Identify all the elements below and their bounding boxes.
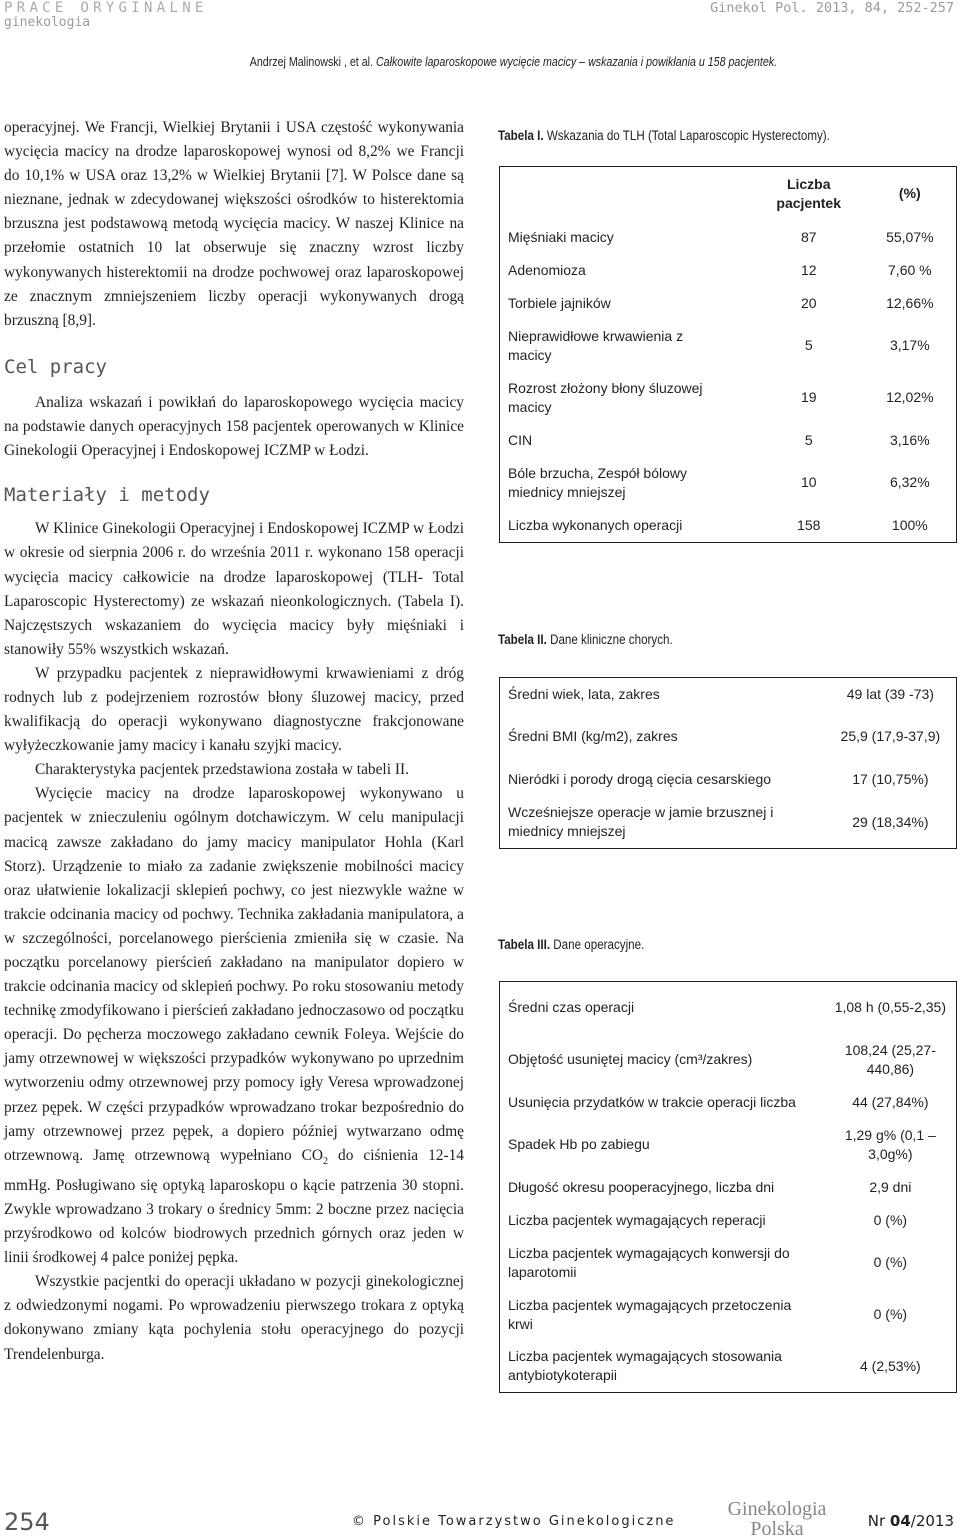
- table1-caption: [498, 128, 830, 143]
- table3-row-value: 1,29 g% (0,1 – 3,0g%): [844, 1126, 936, 1162]
- series-label: PRACE ORYGINALNE: [4, 0, 208, 16]
- issue-prefix: Nr: [867, 1512, 890, 1530]
- running-header-title: Całkowite laparoskopowe wycięcie macicy – wskazania i powikłania u 158 pacjentek.: [375, 54, 777, 69]
- table-row: [500, 1204, 957, 1237]
- table2-row-value: 49 lat (39 -73): [846, 685, 934, 702]
- table1-row-count: 12: [800, 261, 817, 278]
- table3-row-value: 0 (%): [873, 1211, 908, 1228]
- table3-row-value: 2,9 dni: [869, 1178, 912, 1195]
- table1-col-pct: (%): [898, 185, 921, 202]
- table3-row-label: Liczba pacjentek wymagających reperacji: [508, 1211, 766, 1228]
- table1-row-label: Bóle brzucha, Zespół bólowy miednicy mniejszej: [508, 464, 687, 500]
- table3-row-label: Długość okresu pooperacyjnego, liczba dni: [508, 1178, 775, 1195]
- table2-caption: [498, 632, 673, 647]
- table-row: [500, 1289, 957, 1341]
- table-row: [500, 457, 957, 509]
- table-row: [500, 1086, 957, 1119]
- table2-row-value: 25,9 (17,9-37,9): [840, 728, 941, 744]
- table2-row-label: Nieródki i porody drogą cięcia cesarskiego: [508, 771, 772, 787]
- table1-row-count: 10: [800, 474, 817, 490]
- table-row: [500, 1034, 957, 1086]
- table3-row-value: 4 (2,53%): [860, 1357, 921, 1374]
- table3-caption-label: Tabela III.: [498, 937, 551, 952]
- running-header-authors: Andrzej Malinowski , et al.: [249, 54, 373, 69]
- table3-row-value: 1,08 h (0,55-2,35): [834, 999, 946, 1016]
- table3-row-value: 44 (27,84%): [852, 1093, 929, 1110]
- table3-caption: [498, 937, 644, 952]
- table1-caption-text: Wskazania do TLH (Total Laparoscopic Hysterectomy).: [546, 128, 830, 143]
- logo-line1: Ginekologia: [727, 1498, 827, 1520]
- table1-row-count: 5: [804, 431, 813, 448]
- journal-logo: [716, 1498, 838, 1538]
- table1-row-pct: 100%: [891, 516, 928, 533]
- table3-row-value: 0 (%): [873, 1254, 908, 1270]
- table-row: [500, 287, 957, 320]
- table3: [499, 981, 957, 1393]
- methods-paragraph-3: Charakterystyka pacjentek przedstawiona została w tabeli II.: [35, 761, 409, 779]
- table1-row-pct: 3,16%: [889, 431, 930, 448]
- table-row: [500, 1171, 957, 1204]
- page-number: 254: [4, 1508, 50, 1536]
- table-row: [500, 320, 957, 372]
- table-row: [500, 797, 957, 849]
- table-row: [500, 1119, 957, 1171]
- table1-row-count: 20: [800, 294, 817, 311]
- table2-row-label: Wcześniejsze operacje w jamie brzusznej i miednicy mniejszej: [508, 804, 774, 840]
- table3-row-label: Usunięcia przydatków w trakcie operacji liczba: [508, 1093, 796, 1110]
- aim-paragraph: Analiza wskazań i powikłań do laparoskopowego wycięcia macicy na podstawie danych operacyjnych 158 pacjentek operowanych w Klinice Ginekologii Operacyjnej i Endoskopowej ICZMP w Łodzi.: [4, 393, 464, 460]
- heading-aim: Cel pracy: [4, 355, 107, 378]
- issue-year: /2013: [910, 1512, 954, 1530]
- table-row: [500, 221, 957, 254]
- table3-row-label: Objętość usuniętej macicy (cm³/zakres): [508, 1051, 753, 1067]
- methods-paragraph-4: [4, 782, 464, 1270]
- issue-label: [868, 1512, 954, 1530]
- table2-caption-label: Tabela II.: [498, 632, 547, 647]
- table-row: [500, 1341, 957, 1393]
- table-row: [500, 982, 957, 1034]
- table1-caption-label: Tabela I.: [498, 128, 544, 143]
- methods-paragraph-5: Wszystkie pacjentki do operacji układano w pozycji ginekologicznej z odwiedzonymi nogami. Po wprowadzeniu pierwszego trokara z optyką dokonywano zmiany kąta pochylenia stołu operacyjnego do pozycji Trendelenburga.: [4, 1273, 464, 1363]
- table1-row-label: Nieprawidłowe krwawienia z macicy: [508, 327, 684, 363]
- methods-paragraph-4b: do ciśnienia 12-14 mmHg. Posługiwano się optyką laparoskopu o kącie patrzenia 30 stopni. Zwykle wprowadzano 3 trokary o średnicy 5mm: 2 boczne przez nacięcia przyśrodkowo od kolców biodrowych przednich górnych oraz jeden w linii środkowej 4 palce poniżej pępka.: [4, 1146, 464, 1267]
- copyright-notice: © Polskie Towarzystwo Ginekologiczne: [352, 1514, 676, 1529]
- body-text-column: [4, 116, 464, 1367]
- table1-row-count: 87: [800, 228, 817, 245]
- table1-row-pct: 3,17%: [889, 337, 930, 353]
- table1-header-row: [500, 167, 957, 221]
- table1-row-count: 19: [800, 389, 817, 405]
- table-row: [500, 678, 957, 711]
- table3-row-label: Liczba pacjentek wymagających konwersji do laparotomii: [508, 1244, 790, 1280]
- table-row: [500, 424, 957, 457]
- section-label: ginekologia: [4, 15, 91, 30]
- table1-row-label: Rozrost złożony błony śluzowej macicy: [508, 379, 703, 415]
- issue-number: 04: [889, 1512, 911, 1530]
- table2: [499, 677, 957, 849]
- table1-row-pct: 12,02%: [886, 389, 934, 405]
- table1-row-pct: 7,60 %: [888, 261, 932, 278]
- running-header: [250, 54, 777, 69]
- table3-row-value: 0 (%): [873, 1306, 908, 1322]
- table-row: [500, 372, 957, 424]
- table1: [499, 166, 957, 543]
- table2-row-value: 17 (10,75%): [852, 771, 929, 787]
- table-row: [500, 1237, 957, 1289]
- journal-citation: Ginekol Pol. 2013, 84, 252-257: [710, 0, 954, 16]
- table3-row-label: Liczba pacjentek wymagających przetoczenia krwi: [508, 1296, 792, 1332]
- table2-row-label: Średni wiek, lata, zakres: [508, 685, 660, 702]
- table-row: [500, 254, 957, 287]
- table3-row-label: Liczba pacjentek wymagających stosowania antybiotykoterapii: [508, 1348, 782, 1384]
- table1-row-label: Torbiele jajników: [508, 294, 611, 311]
- co2-subscript: 2: [323, 1155, 329, 1167]
- table-row: [500, 763, 957, 797]
- table1-row-label: Liczba wykonanych operacji: [508, 516, 683, 533]
- table1-row-count: 5: [804, 337, 813, 353]
- methods-paragraph-2: W przypadku pacjentek z nieprawidłowymi krwawieniami z dróg rodnych lub z podejrzeniem rozrostów błony śluzowej macicy, przed kwalifikacją do operacji wykonywano diagnostyczne frakcjonowane wyłyżeczkowanie jamy macicy i kanału szyjki macicy.: [4, 664, 464, 755]
- intro-paragraph: operacyjnej. We Francji, Wielkiej Brytanii i USA częstość wykonywania wycięcia macicy na drodze laparoskopowej wynosi od 8,2% we Francji do 10,1% w USA oraz 13,2% w Wielkiej Brytanii [7]. W Polsce dane są nieznane, jednak w zdecydowanej większości ośrodków to histerektomia brzuszna jest podstawową metodą wycięcia macicy. W naszej Klinice na przełomie ostatnich 10 lat obserwuje się znaczny wzrost liczby wykonywanych histerektomii na drodze pochwowej oraz laparoskopowej ze znacznym zmniejszeniem liczby operacji wykonywanych drogą brzuszną [8,9].: [4, 119, 464, 329]
- table1-row-pct: 55,07%: [886, 228, 934, 245]
- table1-row-label: Mięśniaki macicy: [508, 228, 614, 245]
- table1-row-label: Adenomioza: [508, 261, 586, 278]
- table-row: [500, 711, 957, 763]
- logo-line2: Polska: [750, 1518, 804, 1538]
- table1-row-pct: 6,32%: [889, 474, 930, 490]
- table1-row-label: CIN: [508, 431, 533, 448]
- table-row: [500, 509, 957, 543]
- table3-caption-text: Dane operacyjne.: [553, 937, 645, 952]
- methods-paragraph-4a: Wycięcie macicy na drodze laparoskopowej wykonywano u pacjentek w znieczuleniu ogólnym dotchawiczym. W celu manipulacji macicą zawsze zakładano do jamy macicy manipulator Hohla (Karl Storz). Urządzenie to miało za zadanie zwiększenie mobilności macicy oraz ułatwienie lokalizacji sklepień pochwy, co jest niezwykle ważne w trakcie odcinania macicy od pochwy. Technika zakładania manipulatora, a w szczególności, porcelanowego pierścienia zmieniła się w czasie. Na początku porcelanowy pierścień zakładano na manipulator dopiero w trakcie odcinania macicy od sklepień pochwy. Po roku stosowaniu metody technikę zmodyfikowano i pierścień zakładano jednoczasowo od początku operacji. Do pęcherza moczowego zakładano cewnik Foleya. Wejście do jamy otrzewnowej w większości przypadków wykonywano po uprzednim wytworzeniu odmy otrzewnowej przy pomocy igły Veresa wprowadzonej przez pępek. W części przypadków wprowadzano trokar bezpośrednio do jamy otrzewnowej przez pępek, a dopiero później wytwarzano odmę otrzewnową. Jamę otrzewnową wypełniano CO: [4, 785, 464, 1164]
- table2-row-value: 29 (18,34%): [852, 813, 929, 830]
- table1-row-pct: 12,66%: [886, 294, 934, 311]
- table3-row-label: Średni czas operacji: [508, 999, 635, 1016]
- heading-methods: Materiały i metody: [4, 484, 210, 507]
- table2-row-label: Średni BMI (kg/m2), zakres: [508, 728, 678, 744]
- table1-row-count: 158: [797, 516, 821, 533]
- table3-row-label: Spadek Hb po zabiegu: [508, 1136, 650, 1152]
- table2-caption-text: Dane kliniczne chorych.: [550, 632, 673, 647]
- methods-paragraph-1: W Klinice Ginekologii Operacyjnej i Endoskopowej ICZMP w Łodzi w okresie od sierpnia 2006 r. do września 2011 r. wykonano 158 operacji wycięcia macicy całkowicie na drodze laparoskopowej (TLH- Total Laparoscopic Hysterectomy) ze wskazań nieonkologicznych. (Tabela I). Najczęstszych wskazaniem do wycięcia macicy były mięśniaki i stanowiły 55% wszystkich wskazań.: [4, 520, 464, 658]
- table1-col-count: Liczba pacjentek: [776, 175, 842, 211]
- table3-row-value: 108,24 (25,27-440,86): [844, 1041, 936, 1077]
